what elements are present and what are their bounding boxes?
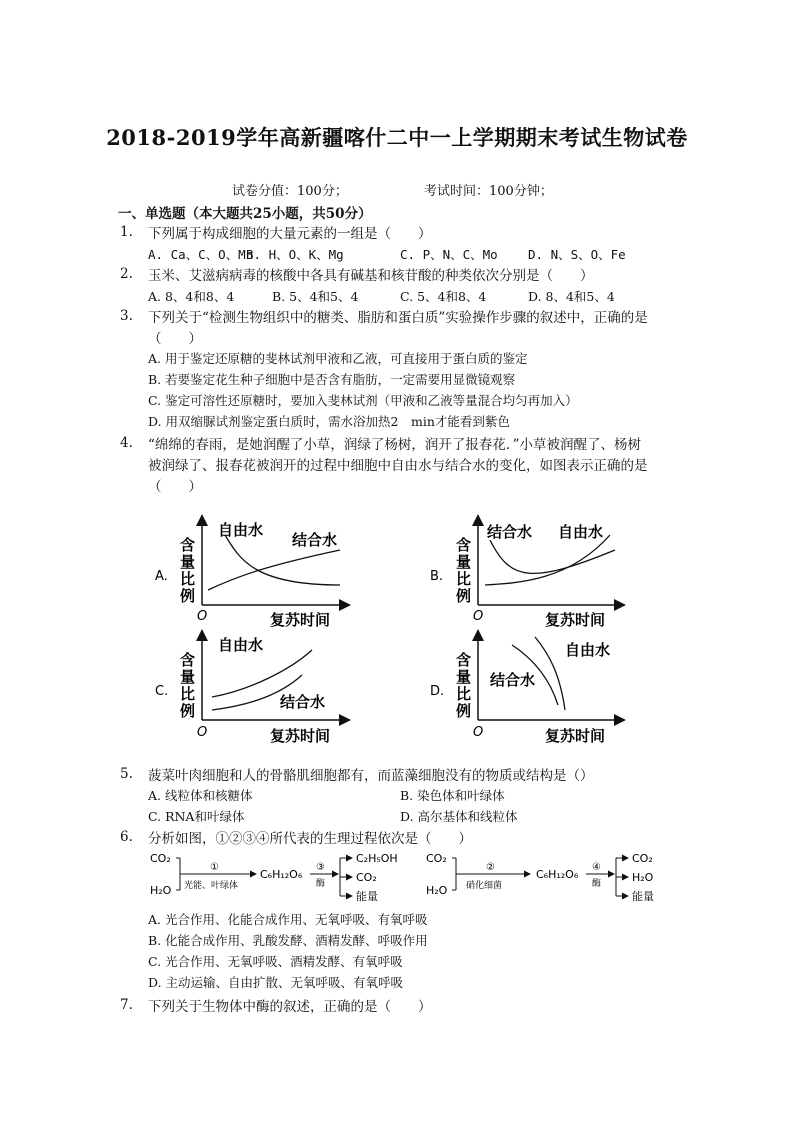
glucose: C₆H₁₂O₆: [260, 868, 303, 881]
option-a: A. Ca、C、O、Mn: [148, 247, 254, 262]
graph-xlabel: 复苏时间: [270, 611, 331, 629]
option-d: D. 8、4和5、4: [528, 289, 615, 304]
water-content-graphs: [140, 505, 660, 755]
graph-xlabel: 复苏时间: [270, 727, 331, 745]
question-text-line2: 被润绿了、报春花被润开的过程中细胞中自由水与结合水的变化，如图表示正确的是: [148, 458, 648, 474]
question-text: 分析如图，①②③④所代表的生理过程依次是（ ）: [148, 831, 472, 847]
graph-ylabel: 量: [456, 668, 472, 686]
product: CO₂: [356, 871, 377, 884]
condition: 光能、叶绿体: [184, 881, 239, 891]
question-number: 4.: [120, 435, 133, 451]
option-a: A. 用于鉴定还原糖的斐林试剂甲液和乙液，可直接用于蛋白质的鉴定: [148, 351, 528, 366]
question-paren: （ ）: [148, 331, 202, 347]
graph-ylabel: 含: [456, 536, 472, 554]
diagram-right: [426, 852, 654, 903]
graph-label: D.: [430, 684, 445, 699]
curve-label: 结合水: [487, 523, 533, 541]
question-number: 1.: [120, 224, 133, 240]
graph-label: B.: [430, 569, 444, 584]
graph-ylabel: 量: [456, 553, 472, 571]
glucose: C₆H₁₂O₆: [536, 868, 579, 881]
graph-a: [155, 520, 345, 629]
graph-origin: O: [197, 609, 208, 624]
diagram-left: [150, 852, 398, 903]
graph-label: C.: [155, 684, 169, 699]
graph-b: [430, 520, 620, 629]
graph-origin: O: [473, 725, 484, 740]
graph-ylabel: 例: [456, 702, 472, 720]
exam-time: 考试时间：100分钟；: [424, 184, 553, 199]
graph-ylabel: 例: [180, 702, 196, 720]
graph-c: [155, 635, 345, 745]
graph-ylabel: 例: [456, 587, 472, 605]
question-number: 2.: [120, 266, 133, 282]
option-c: C. P、N、C、Mo: [400, 247, 498, 262]
question-text: 玉米、艾滋病病毒的核酸中各具有碱基和核苷酸的种类依次分别是（ ）: [148, 268, 594, 284]
curve-label: 结合水: [292, 531, 338, 549]
graph-ylabel: 比: [180, 570, 196, 588]
option-b: B. 化能合成作用、乳酸发酵、酒精发酵、呼吸作用: [148, 933, 428, 948]
curve-label: 自由水: [218, 636, 264, 654]
curve-label: 结合水: [280, 693, 326, 711]
option-a: A. 8、4和8、4: [148, 289, 235, 304]
curve-label: 自由水: [218, 521, 264, 539]
graph-origin: O: [197, 725, 208, 740]
graph-ylabel: 含: [456, 651, 472, 669]
metabolism-diagram: [148, 848, 668, 906]
curve-label: 自由水: [565, 641, 611, 659]
section-title: 一、单选题（本大题共25小题，共50分）: [118, 206, 372, 222]
page-title: 2018-2019学年高新疆喀什二中一上学期期末考试生物试卷: [106, 125, 688, 150]
product: C₂H₅OH: [356, 852, 398, 865]
question-number: 6.: [120, 829, 133, 845]
option-c: C. 鉴定可溶性还原糖时，要加入斐林试剂（甲液和乙液等量混合均匀再加入）: [148, 393, 578, 408]
graph-ylabel: 例: [180, 587, 196, 605]
graph-origin: O: [473, 609, 484, 624]
option-c: C. RNA和叶绿体: [148, 809, 245, 824]
option-a: A. 线粒体和核糖体: [148, 788, 253, 803]
question-paren: （ ）: [148, 479, 202, 495]
product: 能量: [356, 890, 378, 903]
question-text: 下列关于“检测生物组织中的糖类、脂肪和蛋白质”实验操作步骤的叙述中，正确的是: [148, 310, 648, 326]
process-number: ④: [592, 862, 601, 873]
option-d: D. 高尔基体和线粒体: [400, 809, 518, 824]
option-b: B. 染色体和叶绿体: [400, 788, 505, 803]
graph-d: [430, 635, 620, 745]
curve-label: 自由水: [558, 523, 604, 541]
product: H₂O: [632, 871, 654, 884]
condition: 酶: [316, 879, 326, 889]
question-number: 7.: [120, 997, 133, 1013]
exam-score: 试卷分值：100分；: [232, 184, 348, 199]
question-text: “绵绵的春雨，是她润醒了小草，润绿了杨树，润开了报春花．”小草被润醒了、杨树: [148, 437, 642, 453]
question-number: 5.: [120, 766, 133, 782]
product: CO₂: [632, 852, 653, 865]
graph-ylabel: 量: [180, 553, 196, 571]
option-a: A. 光合作用、化能合成作用、无氧呼吸、有氧呼吸: [148, 912, 428, 927]
reactant: CO₂: [150, 852, 171, 865]
condition: 硝化细菌: [466, 881, 503, 891]
graph-ylabel: 量: [180, 668, 196, 686]
product: 能量: [632, 890, 654, 903]
graph-ylabel: 比: [456, 685, 472, 703]
graph-xlabel: 复苏时间: [545, 611, 606, 629]
option-b: B. 若要鉴定花生种子细胞中是否含有脂肪，一定需要用显微镜观察: [148, 372, 516, 387]
reactant: H₂O: [150, 884, 172, 897]
reactant: H₂O: [426, 884, 448, 897]
graph-ylabel: 比: [456, 570, 472, 588]
graph-label: A.: [155, 569, 168, 584]
question-text: 菠菜叶肉细胞和人的骨骼肌细胞都有，而蓝藻细胞没有的物质或结构是（）: [148, 768, 594, 784]
option-b: B. H、O、K、Mg: [246, 247, 344, 262]
condition: 酶: [592, 879, 602, 889]
option-d: D. 主动运输、自由扩散、无氧呼吸、有氧呼吸: [148, 975, 404, 990]
graph-ylabel: 含: [180, 651, 196, 669]
graph-ylabel: 比: [180, 685, 196, 703]
process-number: ③: [316, 862, 325, 873]
reactant: CO₂: [426, 852, 447, 865]
option-c: C. 光合作用、无氧呼吸、酒精发酵、有氧呼吸: [148, 954, 403, 969]
question-text: 下列属于构成细胞的大量元素的一组是（ ）: [148, 226, 432, 242]
question-number: 3.: [120, 308, 133, 324]
process-number: ①: [210, 862, 219, 873]
curve-label: 结合水: [490, 671, 536, 689]
graph-ylabel: 含: [180, 536, 196, 554]
option-d: D. N、S、O、Fe: [528, 247, 626, 262]
option-c: C. 5、4和8、4: [400, 289, 487, 304]
process-number: ②: [486, 862, 495, 873]
option-b: B. 5、4和5、4: [272, 289, 359, 304]
graph-xlabel: 复苏时间: [545, 727, 606, 745]
option-d: D. 用双缩脲试剂鉴定蛋白质时，需水浴加热2 min才能看到紫色: [148, 414, 510, 429]
question-text: 下列关于生物体中酶的叙述，正确的是（ ）: [148, 999, 432, 1015]
